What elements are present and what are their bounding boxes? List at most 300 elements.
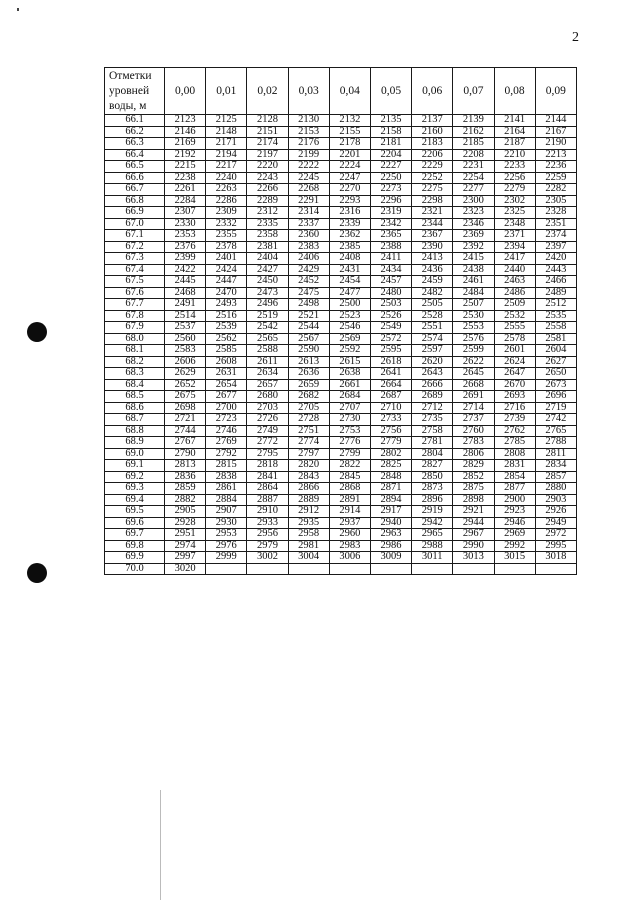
level-cell: 67.3 bbox=[105, 253, 165, 265]
value-cell: 2654 bbox=[206, 379, 247, 391]
value-cell: 2624 bbox=[494, 356, 535, 368]
value-cell: 2942 bbox=[412, 517, 453, 529]
level-cell: 66.3 bbox=[105, 138, 165, 150]
level-cell: 69.3 bbox=[105, 483, 165, 495]
value-cell: 2788 bbox=[535, 437, 576, 449]
value-cell: 2687 bbox=[370, 391, 411, 403]
value-cell: 2705 bbox=[288, 402, 329, 414]
value-cell: 2424 bbox=[206, 264, 247, 276]
value-cell: 2592 bbox=[329, 345, 370, 357]
value-cell: 2381 bbox=[247, 241, 288, 253]
value-cell: 2305 bbox=[535, 195, 576, 207]
value-cell: 2314 bbox=[288, 207, 329, 219]
value-cell: 2263 bbox=[206, 184, 247, 196]
value-cell: 2995 bbox=[535, 540, 576, 552]
value-cell: 2677 bbox=[206, 391, 247, 403]
table-row bbox=[105, 471, 577, 483]
value-cell: 2933 bbox=[247, 517, 288, 529]
value-cell: 2385 bbox=[329, 241, 370, 253]
value-cell: 2509 bbox=[494, 299, 535, 311]
value-cell: 2542 bbox=[247, 322, 288, 334]
value-cell: 2516 bbox=[206, 310, 247, 322]
value-cell: 2521 bbox=[288, 310, 329, 322]
value-cell: 2539 bbox=[206, 322, 247, 334]
value-cell: 2236 bbox=[535, 161, 576, 173]
value-cell: 2758 bbox=[412, 425, 453, 437]
value-cell: 2348 bbox=[494, 218, 535, 230]
value-cell: 2999 bbox=[206, 552, 247, 564]
table-row bbox=[105, 368, 577, 380]
value-cell: 2528 bbox=[412, 310, 453, 322]
value-cell: 2829 bbox=[453, 460, 494, 472]
value-cell: 2344 bbox=[412, 218, 453, 230]
value-cell: 2394 bbox=[494, 241, 535, 253]
value-cell: 2898 bbox=[453, 494, 494, 506]
value-cell: 2583 bbox=[165, 345, 206, 357]
value-cell: 2992 bbox=[494, 540, 535, 552]
value-cell: 2636 bbox=[288, 368, 329, 380]
value-cell: 2526 bbox=[370, 310, 411, 322]
value-cell: 2187 bbox=[494, 138, 535, 150]
value-cell: 3020 bbox=[165, 563, 206, 575]
value-cell: 2919 bbox=[412, 506, 453, 518]
value-cell: 2643 bbox=[412, 368, 453, 380]
level-cell: 68.6 bbox=[105, 402, 165, 414]
level-cell: 68.1 bbox=[105, 345, 165, 357]
value-cell: 2990 bbox=[453, 540, 494, 552]
value-cell: 2192 bbox=[165, 149, 206, 161]
value-cell: 2231 bbox=[453, 161, 494, 173]
value-cell: 2123 bbox=[165, 115, 206, 127]
value-cell: 2477 bbox=[329, 287, 370, 299]
value-cell: 2164 bbox=[494, 126, 535, 138]
value-cell: 2666 bbox=[412, 379, 453, 391]
level-cell: 70.0 bbox=[105, 563, 165, 575]
level-cell: 68.3 bbox=[105, 368, 165, 380]
value-cell: 3002 bbox=[247, 552, 288, 564]
value-cell: 2790 bbox=[165, 448, 206, 460]
value-cell: 2627 bbox=[535, 356, 576, 368]
value-cell: 2371 bbox=[494, 230, 535, 242]
value-cell: 2813 bbox=[165, 460, 206, 472]
value-cell: 2369 bbox=[453, 230, 494, 242]
value-cell: 2197 bbox=[247, 149, 288, 161]
value-cell: 2171 bbox=[206, 138, 247, 150]
value-cell: 2926 bbox=[535, 506, 576, 518]
table-row bbox=[105, 379, 577, 391]
scan-artifact-line bbox=[160, 790, 161, 900]
value-cell: 2967 bbox=[453, 529, 494, 541]
value-cell: 2330 bbox=[165, 218, 206, 230]
value-cell: 2293 bbox=[329, 195, 370, 207]
value-cell: 2928 bbox=[165, 517, 206, 529]
table-row bbox=[105, 184, 577, 196]
level-cell: 66.5 bbox=[105, 161, 165, 173]
value-cell: 3006 bbox=[329, 552, 370, 564]
value-cell: 2155 bbox=[329, 126, 370, 138]
value-cell: 2144 bbox=[535, 115, 576, 127]
value-cell: 2146 bbox=[165, 126, 206, 138]
value-cell: 2965 bbox=[412, 529, 453, 541]
value-cell bbox=[412, 563, 453, 575]
value-cell: 2406 bbox=[288, 253, 329, 265]
value-cell: 2565 bbox=[247, 333, 288, 345]
value-cell: 2562 bbox=[206, 333, 247, 345]
column-header: 0,02 bbox=[247, 68, 288, 115]
level-cell: 68.7 bbox=[105, 414, 165, 426]
table-row bbox=[105, 333, 577, 345]
value-cell: 2199 bbox=[288, 149, 329, 161]
column-header: 0,05 bbox=[370, 68, 411, 115]
value-cell: 2555 bbox=[494, 322, 535, 334]
value-cell: 2631 bbox=[206, 368, 247, 380]
value-cell: 2795 bbox=[247, 448, 288, 460]
scan-speck bbox=[17, 8, 19, 11]
column-header: 0,07 bbox=[453, 68, 494, 115]
value-cell: 2470 bbox=[206, 287, 247, 299]
value-cell: 2599 bbox=[453, 345, 494, 357]
value-cell: 2877 bbox=[494, 483, 535, 495]
value-cell: 2581 bbox=[535, 333, 576, 345]
value-cell: 2286 bbox=[206, 195, 247, 207]
value-cell bbox=[535, 563, 576, 575]
level-cell: 68.5 bbox=[105, 391, 165, 403]
value-cell: 2797 bbox=[288, 448, 329, 460]
value-cell: 2608 bbox=[206, 356, 247, 368]
value-cell: 2783 bbox=[453, 437, 494, 449]
value-cell: 2215 bbox=[165, 161, 206, 173]
value-cell: 2204 bbox=[370, 149, 411, 161]
level-cell: 69.7 bbox=[105, 529, 165, 541]
value-cell bbox=[494, 563, 535, 575]
table-row bbox=[105, 517, 577, 529]
value-cell: 2880 bbox=[535, 483, 576, 495]
value-cell: 2339 bbox=[329, 218, 370, 230]
value-cell: 2514 bbox=[165, 310, 206, 322]
value-cell: 2951 bbox=[165, 529, 206, 541]
value-cell: 2873 bbox=[412, 483, 453, 495]
value-cell: 2751 bbox=[288, 425, 329, 437]
value-cell: 2461 bbox=[453, 276, 494, 288]
value-cell: 2737 bbox=[453, 414, 494, 426]
value-cell: 2273 bbox=[370, 184, 411, 196]
value-cell: 2507 bbox=[453, 299, 494, 311]
value-cell: 2838 bbox=[206, 471, 247, 483]
value-cell: 2689 bbox=[412, 391, 453, 403]
value-cell: 2574 bbox=[412, 333, 453, 345]
value-cell: 2822 bbox=[329, 460, 370, 472]
level-cell: 69.6 bbox=[105, 517, 165, 529]
value-cell: 2312 bbox=[247, 207, 288, 219]
value-cell: 2597 bbox=[412, 345, 453, 357]
value-cell: 2590 bbox=[288, 345, 329, 357]
value-cell: 2176 bbox=[288, 138, 329, 150]
value-cell: 2141 bbox=[494, 115, 535, 127]
value-cell: 2440 bbox=[494, 264, 535, 276]
column-header: 0,08 bbox=[494, 68, 535, 115]
value-cell: 2383 bbox=[288, 241, 329, 253]
value-cell: 2128 bbox=[247, 115, 288, 127]
value-cell: 2799 bbox=[329, 448, 370, 460]
value-cell: 2374 bbox=[535, 230, 576, 242]
value-cell: 2894 bbox=[370, 494, 411, 506]
value-cell: 2139 bbox=[453, 115, 494, 127]
value-cell: 2629 bbox=[165, 368, 206, 380]
value-cell: 2537 bbox=[165, 322, 206, 334]
value-cell: 2696 bbox=[535, 391, 576, 403]
value-cell: 2645 bbox=[453, 368, 494, 380]
value-cell: 2252 bbox=[412, 172, 453, 184]
level-cell: 68.0 bbox=[105, 333, 165, 345]
value-cell: 2884 bbox=[206, 494, 247, 506]
value-cell: 2578 bbox=[494, 333, 535, 345]
value-cell: 2772 bbox=[247, 437, 288, 449]
value-cell: 2319 bbox=[370, 207, 411, 219]
value-cell: 2979 bbox=[247, 540, 288, 552]
value-cell: 2811 bbox=[535, 448, 576, 460]
value-cell: 2332 bbox=[206, 218, 247, 230]
value-cell: 2854 bbox=[494, 471, 535, 483]
value-cell: 2190 bbox=[535, 138, 576, 150]
value-cell: 2988 bbox=[412, 540, 453, 552]
value-cell: 2181 bbox=[370, 138, 411, 150]
value-cell: 2852 bbox=[453, 471, 494, 483]
value-cell: 2818 bbox=[247, 460, 288, 472]
value-cell: 2549 bbox=[370, 322, 411, 334]
value-cell: 2974 bbox=[165, 540, 206, 552]
value-cell: 2450 bbox=[247, 276, 288, 288]
value-cell: 2493 bbox=[206, 299, 247, 311]
table-row bbox=[105, 322, 577, 334]
value-cell: 2668 bbox=[453, 379, 494, 391]
value-cell: 2480 bbox=[370, 287, 411, 299]
value-cell: 2420 bbox=[535, 253, 576, 265]
value-cell: 2781 bbox=[412, 437, 453, 449]
value-cell: 2953 bbox=[206, 529, 247, 541]
column-header: 0,03 bbox=[288, 68, 329, 115]
value-cell: 2201 bbox=[329, 149, 370, 161]
value-cell: 2779 bbox=[370, 437, 411, 449]
value-cell: 2914 bbox=[329, 506, 370, 518]
value-cell: 2411 bbox=[370, 253, 411, 265]
value-cell: 2712 bbox=[412, 402, 453, 414]
table-row bbox=[105, 345, 577, 357]
value-cell: 2585 bbox=[206, 345, 247, 357]
value-cell: 2595 bbox=[370, 345, 411, 357]
value-cell: 3004 bbox=[288, 552, 329, 564]
value-cell: 3015 bbox=[494, 552, 535, 564]
value-cell: 2963 bbox=[370, 529, 411, 541]
value-cell: 2151 bbox=[247, 126, 288, 138]
value-cell: 2866 bbox=[288, 483, 329, 495]
table-row bbox=[105, 126, 577, 138]
value-cell: 2298 bbox=[412, 195, 453, 207]
value-cell: 2721 bbox=[165, 414, 206, 426]
value-cell: 2680 bbox=[247, 391, 288, 403]
value-cell: 2650 bbox=[535, 368, 576, 380]
value-cell: 2827 bbox=[412, 460, 453, 472]
value-cell: 2652 bbox=[165, 379, 206, 391]
value-cell: 2404 bbox=[247, 253, 288, 265]
value-cell: 2240 bbox=[206, 172, 247, 184]
value-cell: 2413 bbox=[412, 253, 453, 265]
value-cell: 2808 bbox=[494, 448, 535, 460]
value-cell: 2588 bbox=[247, 345, 288, 357]
level-cell: 68.9 bbox=[105, 437, 165, 449]
value-cell: 2498 bbox=[288, 299, 329, 311]
value-cell: 2250 bbox=[370, 172, 411, 184]
level-cell: 67.0 bbox=[105, 218, 165, 230]
level-cell: 69.9 bbox=[105, 552, 165, 564]
punch-hole-upper bbox=[27, 322, 47, 342]
value-cell bbox=[370, 563, 411, 575]
value-cell: 2769 bbox=[206, 437, 247, 449]
value-cell: 2923 bbox=[494, 506, 535, 518]
table-row bbox=[105, 115, 577, 127]
value-cell: 2362 bbox=[329, 230, 370, 242]
value-cell: 2569 bbox=[329, 333, 370, 345]
value-cell: 2355 bbox=[206, 230, 247, 242]
column-header: 0,06 bbox=[412, 68, 453, 115]
value-cell bbox=[247, 563, 288, 575]
value-cell: 2657 bbox=[247, 379, 288, 391]
value-cell: 2850 bbox=[412, 471, 453, 483]
value-cell: 2760 bbox=[453, 425, 494, 437]
value-cell: 2576 bbox=[453, 333, 494, 345]
value-cell: 2436 bbox=[412, 264, 453, 276]
value-cell: 2815 bbox=[206, 460, 247, 472]
value-cell: 2774 bbox=[288, 437, 329, 449]
value-cell: 2960 bbox=[329, 529, 370, 541]
value-cell: 2834 bbox=[535, 460, 576, 472]
value-cell: 2289 bbox=[247, 195, 288, 207]
table-row bbox=[105, 253, 577, 265]
value-cell: 2710 bbox=[370, 402, 411, 414]
level-cell: 69.5 bbox=[105, 506, 165, 518]
value-cell: 2986 bbox=[370, 540, 411, 552]
value-cell: 3009 bbox=[370, 552, 411, 564]
value-cell: 2160 bbox=[412, 126, 453, 138]
value-cell: 2401 bbox=[206, 253, 247, 265]
table-row bbox=[105, 172, 577, 184]
value-cell: 2503 bbox=[370, 299, 411, 311]
value-cell: 2776 bbox=[329, 437, 370, 449]
value-cell: 2309 bbox=[206, 207, 247, 219]
value-cell: 2716 bbox=[494, 402, 535, 414]
value-cell: 2325 bbox=[494, 207, 535, 219]
value-cell: 2162 bbox=[453, 126, 494, 138]
value-cell: 2664 bbox=[370, 379, 411, 391]
water-level-table bbox=[104, 67, 577, 575]
value-cell: 2445 bbox=[165, 276, 206, 288]
value-cell: 2767 bbox=[165, 437, 206, 449]
value-cell: 2714 bbox=[453, 402, 494, 414]
value-cell: 2944 bbox=[453, 517, 494, 529]
value-cell: 2447 bbox=[206, 276, 247, 288]
level-cell: 67.5 bbox=[105, 276, 165, 288]
value-cell: 2178 bbox=[329, 138, 370, 150]
value-cell: 2261 bbox=[165, 184, 206, 196]
value-cell: 2505 bbox=[412, 299, 453, 311]
value-cell: 2300 bbox=[453, 195, 494, 207]
value-cell: 2802 bbox=[370, 448, 411, 460]
value-cell: 2337 bbox=[288, 218, 329, 230]
value-cell: 2270 bbox=[329, 184, 370, 196]
level-cell: 69.1 bbox=[105, 460, 165, 472]
value-cell: 2882 bbox=[165, 494, 206, 506]
value-cell: 2946 bbox=[494, 517, 535, 529]
level-cell: 66.6 bbox=[105, 172, 165, 184]
value-cell: 2229 bbox=[412, 161, 453, 173]
value-cell: 2910 bbox=[247, 506, 288, 518]
table-row bbox=[105, 563, 577, 575]
value-cell: 2233 bbox=[494, 161, 535, 173]
value-cell: 2183 bbox=[412, 138, 453, 150]
value-cell: 2351 bbox=[535, 218, 576, 230]
value-cell: 2742 bbox=[535, 414, 576, 426]
value-cell: 2390 bbox=[412, 241, 453, 253]
value-cell: 2661 bbox=[329, 379, 370, 391]
table-row bbox=[105, 161, 577, 173]
value-cell: 2206 bbox=[412, 149, 453, 161]
value-cell: 2864 bbox=[247, 483, 288, 495]
value-cell: 2137 bbox=[412, 115, 453, 127]
value-cell: 2158 bbox=[370, 126, 411, 138]
value-cell: 2259 bbox=[535, 172, 576, 184]
value-cell: 2296 bbox=[370, 195, 411, 207]
value-cell: 2530 bbox=[453, 310, 494, 322]
value-cell: 2125 bbox=[206, 115, 247, 127]
level-cell: 67.7 bbox=[105, 299, 165, 311]
value-cell: 2622 bbox=[453, 356, 494, 368]
value-cell: 2912 bbox=[288, 506, 329, 518]
value-cell: 2825 bbox=[370, 460, 411, 472]
table-row bbox=[105, 230, 577, 242]
table-header-row bbox=[105, 68, 577, 115]
value-cell: 2438 bbox=[453, 264, 494, 276]
value-cell: 2684 bbox=[329, 391, 370, 403]
value-cell: 2532 bbox=[494, 310, 535, 322]
value-cell bbox=[206, 563, 247, 575]
value-cell: 2804 bbox=[412, 448, 453, 460]
value-cell: 2728 bbox=[288, 414, 329, 426]
table-row bbox=[105, 414, 577, 426]
value-cell: 2917 bbox=[370, 506, 411, 518]
value-cell: 2719 bbox=[535, 402, 576, 414]
value-cell: 2392 bbox=[453, 241, 494, 253]
value-cell: 2567 bbox=[288, 333, 329, 345]
table-row bbox=[105, 402, 577, 414]
value-cell: 2900 bbox=[494, 494, 535, 506]
value-cell: 2601 bbox=[494, 345, 535, 357]
value-cell: 2641 bbox=[370, 368, 411, 380]
value-cell: 3013 bbox=[453, 552, 494, 564]
value-cell: 2353 bbox=[165, 230, 206, 242]
level-cell: 68.2 bbox=[105, 356, 165, 368]
value-cell: 2399 bbox=[165, 253, 206, 265]
table-row bbox=[105, 529, 577, 541]
value-cell: 2535 bbox=[535, 310, 576, 322]
value-cell: 2486 bbox=[494, 287, 535, 299]
value-cell: 2452 bbox=[288, 276, 329, 288]
value-cell: 2572 bbox=[370, 333, 411, 345]
value-cell: 2489 bbox=[535, 287, 576, 299]
table-row bbox=[105, 264, 577, 276]
value-cell: 2723 bbox=[206, 414, 247, 426]
value-cell: 2417 bbox=[494, 253, 535, 265]
table-row bbox=[105, 506, 577, 518]
table-row bbox=[105, 276, 577, 288]
